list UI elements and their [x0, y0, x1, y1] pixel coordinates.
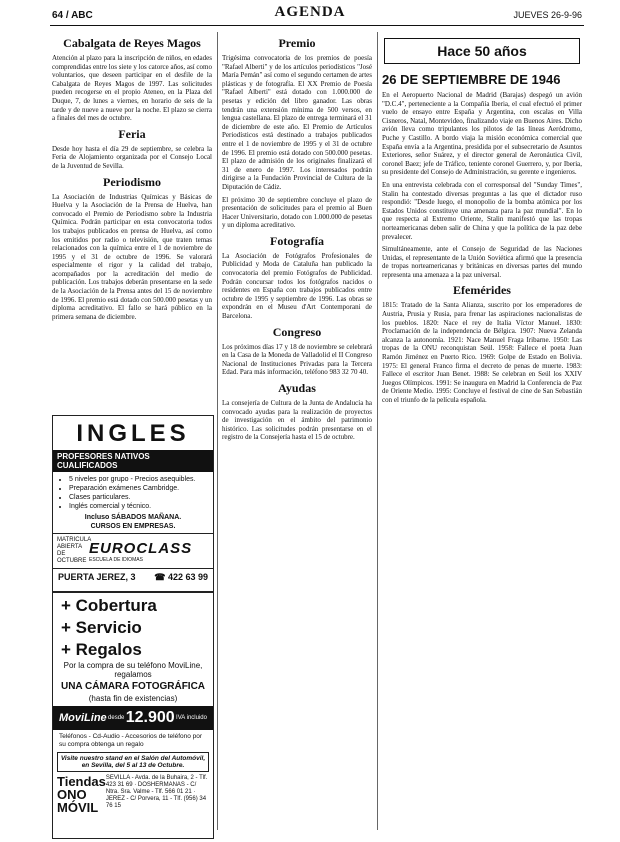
moviline-logo: MoviLine: [59, 712, 107, 724]
section-heading: Efemérides: [453, 283, 511, 298]
article-text: Desde hoy hasta el día 29 de septiembre, se celebra la Feria de Alojamiento organizada por el Consejo Local de la Juventud de Sevilla.: [52, 144, 212, 170]
page-header: [0, 0, 620, 30]
ad-feature-list: [59, 475, 207, 511]
ad-stores: [57, 775, 209, 814]
euroclass-subtitle: ESCUELA DE IDIOMAS: [89, 556, 143, 563]
history-date: 26 DE SEPTIEMBRE DE 1946: [382, 72, 561, 87]
history-box-title: Hace 50 años: [384, 38, 580, 64]
section-heading: Congreso: [272, 324, 322, 339]
ad-ingles: [52, 415, 214, 592]
stores-logo: Tiendas ONO MÓVIL: [57, 774, 106, 815]
section-title: AGENDA: [274, 4, 346, 20]
section-heading: Ayudas: [278, 381, 316, 395]
section-heading: Premio: [278, 36, 316, 50]
issue-date: JUEVES 26-9-96: [513, 10, 582, 20]
price-tax-note: IVA incluido: [176, 714, 207, 721]
article-text: 1815: Tratado de la Santa Alianza, suscrito por los emperadores de Austria, Prusia y Rusia, para frenar las aspiraciones nacionalistas de los pueblos. 1820: Nace el rey de Italia Víctor Manuel. 1830: Proclamación de la independencia de Bélgica. 1907: Nueva Zelanda alcanza la autonomía. 1921: Nace Manuel Fraga Iribarne. 1950: Las tropas de la ONU reconquistan Seúl. 1958: Fallece el poeta Juan Ramón Jiménez en Puerto Rico. 1969: Golpe de Estado en Bolivia. 1975: El general Franco firma el decreto de penas de muerte. 1983: Fallece el escritor Juan Benet. 1988: Se celebran en Seúl los XXIV Juegos Olímpicos. 1991: Se inaugura en Madrid la Conferencia de Paz de Oriente Medio. 1995: Concluye el festival de cine de San Sebastián con el triunfo de la película española.: [382, 301, 582, 404]
ad-footer: [53, 569, 213, 586]
article-text: En el Aeropuerto Nacional de Madrid (Barajas) despegó un avión "D.C.4", perteneciente a la Compañía Iberia, el cual efectuó el primer vuelo de ensayo entre España y Argentina, con escalas en Villa Cisneros, Natal, Montevideo, finalizando viaje en Buenos Aires. Dicho avión lleva como tripulantes los pilotos de las líneas Aeródromo, Puche y Castillo. A bordo viaja la misión económica comercial que España envía a la Argentina, presidida por el subsecretario de Asuntos Exteriores, señor Suárez, y el director general de Aeronáutica Civil, coronel Baez; jefe de Tráfico, teniente coronel Guerrero, y, por Iberia, su presidente del Consejo de Administración, su gerente e ingenieros.: [382, 91, 582, 177]
euroclass-banner: [53, 533, 213, 569]
ad-promo: Por la compra de su teléfono MoviLine, regalamos: [63, 661, 203, 679]
column-divider: [377, 32, 378, 830]
price-from: desde: [108, 715, 125, 721]
article-text: Los próximos días 17 y 18 de noviembre se celebrará en la Casa de la Moneda de Valladolid el II Congreso Nacional de Instituciones Privadas para la Tercera Edad. Para más información, teléfono 983 32 70 40.: [222, 342, 372, 377]
stores-list: SEVILLA - Avda. de la Buhaira, 2 - Tlf. 423 31 69 · DOSHERMANAS - C/ Ntra. Sra. Valme - Tlf. 566 01 21 · JEREZ - C/ Porvera, 11 - Tlf. (956) 34 76 15: [105, 775, 208, 809]
article-text: Trigésima convocatoria de los premios de poesía "Rafael Alberti" y de los artículos periodísticos "José María Pemán" así como el segundo certamen de artes plásticas y de fotografía. El XX Premio de Poesía "Rafael Alberti" está dotado con 1.000.000 de pesetas y edición del libro ganador. Las obras tendrán una extensión mínima de 500 versos, en lengua castellana. El plazo de entrega terminará el 31 de diciembre de este año. El Premio de Artículos Periodísticos está destinado a trabajos publicados entre el 1 de noviembre de 1995 y el 31 de octubre de 1996. El premio está dotado con 500.000 pesetas. El plazo de admisión de los originales finalizará el 31 de enero de 1997. Los interesados podrán dirigirse a la Fundación Provincial de Cultura de la Diputación de Cádiz.: [222, 54, 372, 191]
page-number: 64 / ABC: [52, 10, 93, 21]
ad-headline: + Cobertura: [61, 596, 157, 615]
euroclass-logo: EUROCLASS: [89, 539, 193, 557]
list-item: • Inglés comercial y técnico.: [69, 502, 207, 511]
list-item: • Preparación exámenes Cambridge.: [69, 484, 207, 493]
column-middle: [222, 32, 372, 832]
section-heading: Periodismo: [103, 174, 161, 189]
list-item: • Clases particulares.: [69, 493, 207, 502]
phone-number: 422 63 99: [167, 572, 208, 582]
enrollment-label: MATRICULA ABIERTA DE OCTUBRE: [57, 537, 91, 564]
list-item: • 5 niveles por grupo - Precios asequibles.: [69, 475, 207, 484]
article-text: Atención al plazo para la inscripción de niños, en edades comprendidas entre los siete y los catorce años, así como voluntarios, que deseen participar en el desfile de la Cabalgata de Reyes Magos de 1997. Las solicitudes pueden recogerse en el propio Ateneo, en la Plaza del Duque, 7, de lunes a viernes, en horario de seis de la tarde y de nueve a nueve por la noche. El plazo se cierra a finales del mes de octubre.: [52, 54, 212, 123]
article-text: La consejería de Cultura de la Junta de Andalucía ha convocado ayudas para la realización de proyectos de investigación en el ámbito del patrimonio histórico. Las solicitudes podrán presentarse en el registro de la Consejería hasta el 15 de octubre.: [222, 399, 372, 442]
section-heading: Fotografía: [270, 233, 324, 248]
article-text: La Asociación de Industrias Químicas y Básicas de Huelva y la Asociación de la Prensa de Huelva, han convocado el Premio de Periodismo sobre la Industria Química. Podrán participar en esta convocatoria todos los trabajos publicados en prensa de Huelva, así como los emitidos por radio o televisión, que traten temas relacionados con la química entre el 1 de noviembre de 1995 y el 31 de octubre de 1996. Se valorará especialmente el rigor y la calidad del trabajo, acompañados por la acreditación del medio de publicación. Los trabajos deberán presentarse en la sede de la Asociación de la Prensa antes del 15 de noviembre de 1996. El premio está dotado con 500.000 pesetas y un diploma acreditativo. El fallo se hará público en la primera semana de diciembre.: [52, 192, 212, 321]
column-right: [382, 32, 582, 832]
price: 12.900: [125, 709, 175, 726]
article-text: El próximo 30 de septiembre concluye el plazo de presentación de solicitudes para el premio al Buen Hacer Universitario, dotado con 1.000.000 de pesetas y un diploma acreditativo.: [222, 195, 372, 230]
section-heading: Feria: [118, 126, 146, 141]
ad-phone: [154, 572, 208, 583]
ad-moviline: [52, 592, 214, 839]
article-text: La Asociación de Fotógrafos Profesionales de Publicidad y Moda de Cataluña han publicado la convocatoria del premio Fotógrafos de Publicidad. Podrán concursar todos los fotógrafos nacidos o residentes en España con trabajos publicados entre octubre de 1995 y septiembre de 1996. Las obras se expondrán en el Museu d'Art Contemporani de Barcelona.: [222, 251, 372, 321]
ad-line: CURSOS EN EMPRESAS.: [90, 523, 176, 530]
ad-accessories: Teléfonos - Cd-Audio - Accesorios de teléfono por su compra obtenga un regalo: [59, 733, 203, 748]
phone-icon: ☎: [154, 572, 168, 582]
ad-band: PROFESORES NATIVOS CUALIFICADOS: [53, 450, 213, 472]
ad-logo: INGLES: [76, 420, 190, 447]
article-text: Simultáneamente, ante el Consejo de Seguridad de las Naciones Unidas, el representante de la Unión Soviética afirmó que la presencia de tropas norteamericanas y británicas en diversas partes del mundo representa una amenaza a la paz universal.: [382, 245, 582, 279]
ad-headline: + Regalos: [61, 640, 142, 659]
ad-line: Incluso SÁBADOS MAÑANA.: [84, 514, 182, 521]
ad-headline: + Servicio: [61, 618, 142, 637]
price-strip: [53, 706, 213, 730]
article-text: En una entrevista celebrada con el corresponsal del "Sunday Times", Stalin ha contestado diversas preguntas a las que el dictador ruso respondió: "Desde luego, el monopolio de la bomba atómica por los Estados Unidos constituye una amenaza para la paz mundial". En lo que respecta al Extremo Oriente, Stalin manifestó que las tropas norteamericanas deben salir de China y que la política de la paz debe prevalecer.: [382, 180, 582, 241]
ad-camera-note: (hasta fin de existencias): [88, 694, 178, 703]
ad-salon-note: Visite nuestro stand en el Salón del Automóvil, en Sevilla, del 5 al 13 de Octubre.: [57, 752, 209, 772]
section-heading: Cabalgata de Reyes Magos: [63, 36, 201, 50]
ad-address: PUERTA JEREZ, 3: [58, 572, 136, 582]
header-rule: [50, 25, 584, 26]
ad-camera-offer: UNA CÁMARA FOTOGRÁFICA: [60, 681, 206, 692]
column-divider: [217, 32, 218, 830]
